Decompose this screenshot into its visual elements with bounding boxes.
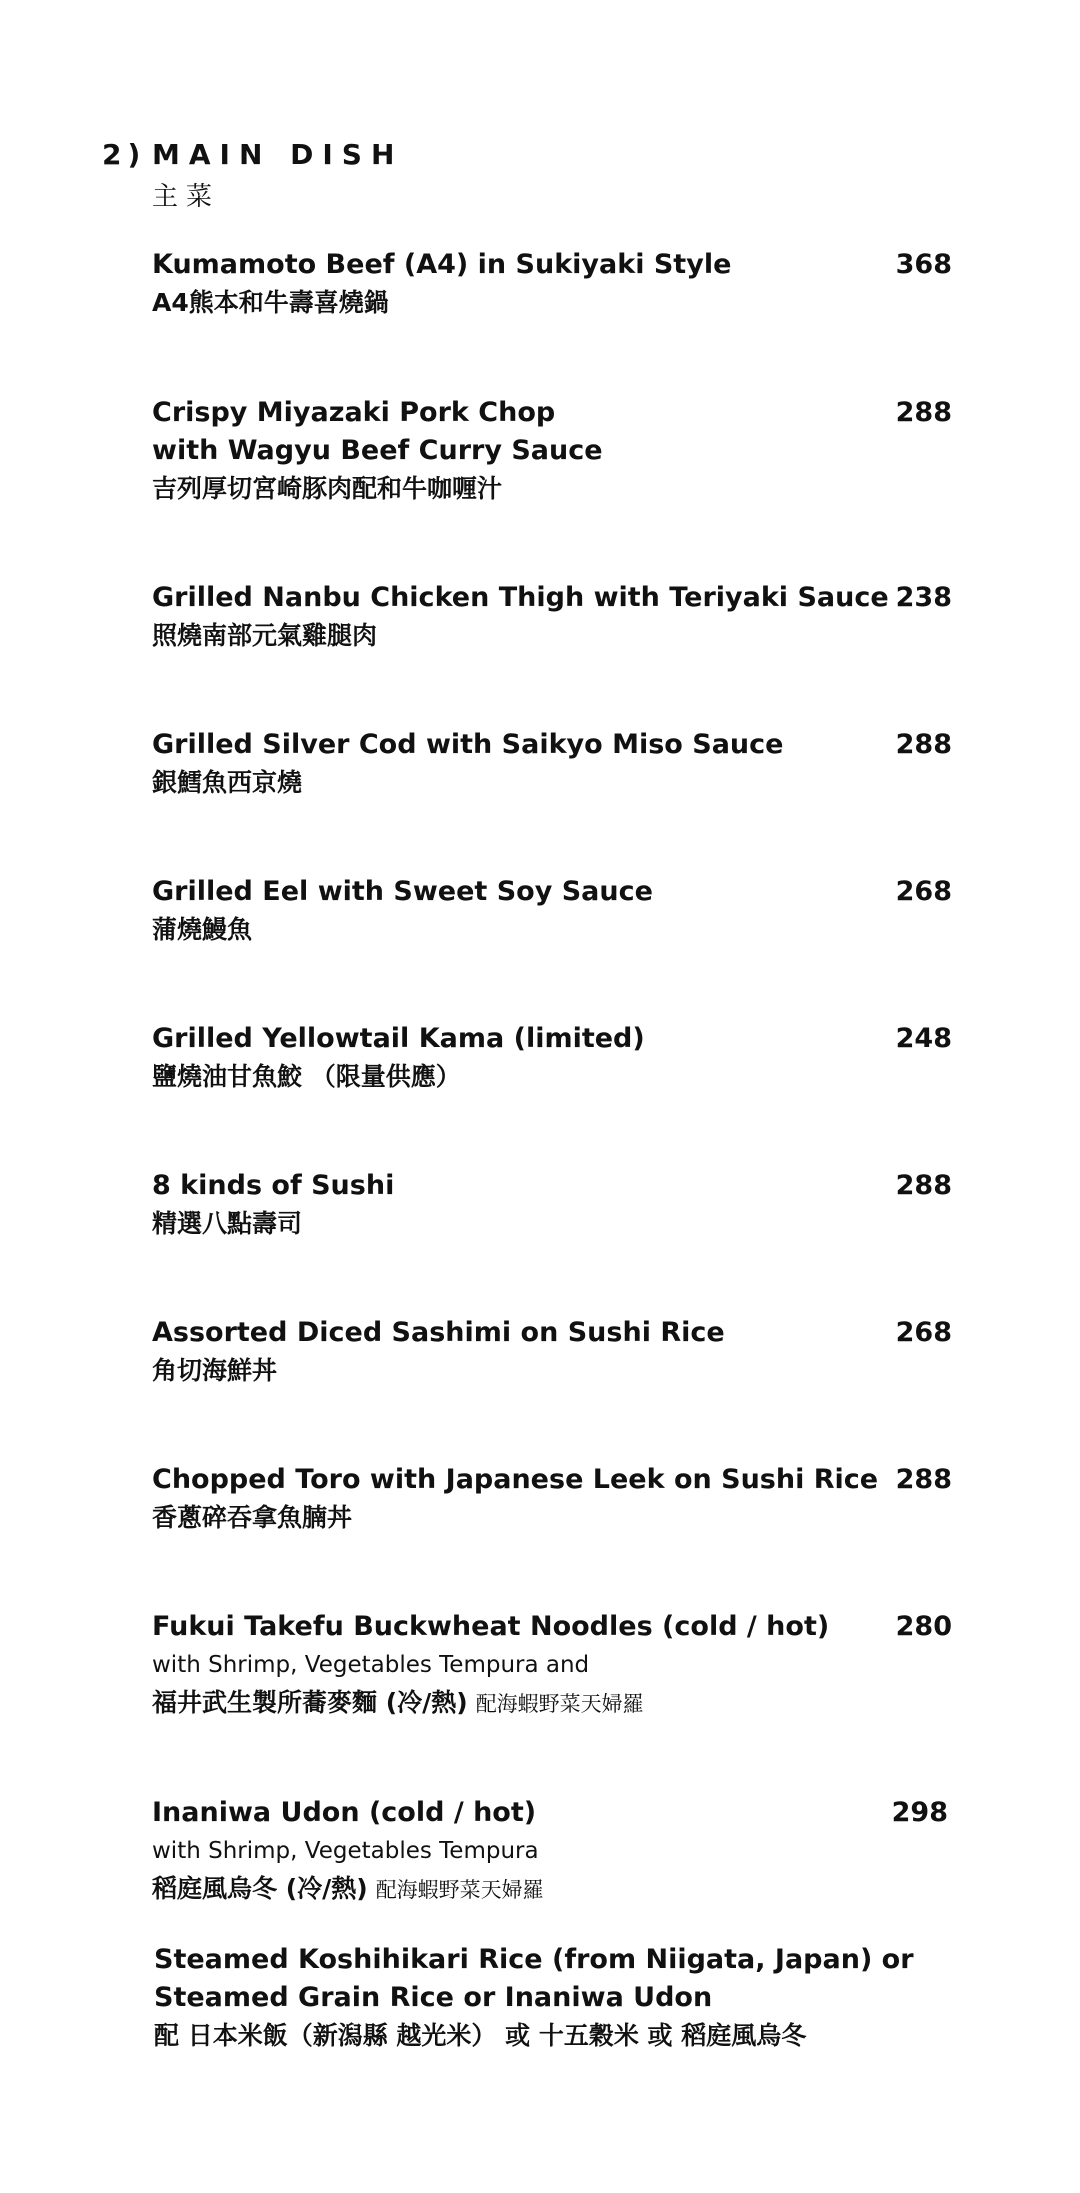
item-price: 298 [891, 1797, 948, 1828]
item-price: 280 [895, 1611, 952, 1642]
menu-item-yellowtail-kama [152, 1020, 952, 1096]
menu-item-pork-chop [152, 394, 952, 508]
menu-item-inaniwa-udon [152, 1794, 952, 1909]
item-name: Fukui Takefu Buckwheat Noodles (cold / hot) [152, 1611, 830, 1642]
item-name: Grilled Silver Cod with Saikyo Miso Sauce [152, 729, 784, 760]
item-name: 8 kinds of Sushi [152, 1170, 395, 1201]
item-chinese-name: 精選八點壽司 [152, 1209, 303, 1238]
item-chinese-note: 配海蝦野菜天婦羅 [375, 1878, 544, 1902]
item-name: Inaniwa Udon (cold / hot) [152, 1797, 537, 1828]
item-price: 248 [895, 1023, 952, 1054]
item-price: 268 [895, 876, 952, 907]
item-chinese-name: 蒲燒鰻魚 [152, 915, 253, 944]
item-price: 288 [895, 397, 952, 428]
section-subtitle: 主菜 [152, 182, 221, 212]
menu-item-silver-cod [152, 726, 952, 802]
item-chinese-main: 福井武生製所蕎麥麵 (冷/熱) [152, 1688, 468, 1717]
item-chinese-main: 稻庭風烏冬 (冷/熱) [152, 1874, 368, 1903]
item-name: Assorted Diced Sashimi on Sushi Rice [152, 1317, 725, 1348]
item-price: 288 [895, 1170, 952, 1201]
item-name: Chopped Toro with Japanese Leek on Sushi Rice [152, 1464, 879, 1495]
item-name: Grilled Nanbu Chicken Thigh with Teriyaki Sauce [152, 582, 889, 613]
item-detail: with Shrimp, Vegetables Tempura [152, 1838, 539, 1864]
item-price: 238 [895, 582, 952, 613]
menu-item-sashimi-rice [152, 1314, 952, 1390]
item-chinese-name: 鹽燒油甘魚鮫 （限量供應） [152, 1062, 461, 1091]
item-name-line2: with Wagyu Beef Curry Sauce [152, 435, 603, 466]
item-chinese-name: 吉列厚切宮崎豚肉配和牛咖喱汁 [152, 474, 503, 503]
item-chinese-name: 照燒南部元氣雞腿肉 [152, 621, 378, 650]
item-chinese-name [152, 1870, 952, 1909]
menu-item-sushi [152, 1167, 952, 1243]
item-chinese-name: 角切海鮮丼 [152, 1356, 278, 1385]
menu-item-buckwheat-noodles [152, 1608, 952, 1723]
item-name: Grilled Eel with Sweet Soy Sauce [152, 876, 653, 907]
item-chinese-name: A4熊本和牛壽喜燒鍋 [152, 288, 389, 317]
item-price: 288 [895, 729, 952, 760]
item-price: 268 [895, 1317, 952, 1348]
item-name: Grilled Yellowtail Kama (limited) [152, 1023, 645, 1054]
section-number: 2) [102, 138, 147, 171]
item-price: 368 [895, 249, 952, 280]
item-detail: with Shrimp, Vegetables Tempura and [152, 1652, 590, 1678]
item-chinese-name [152, 1684, 952, 1723]
side-option-line1: Steamed Koshihikari Rice (from Niigata, Japan) or [154, 1944, 914, 1975]
item-chinese-note: 配海蝦野菜天婦羅 [475, 1692, 644, 1716]
menu-item-kumamoto-beef [152, 246, 952, 322]
item-name: Kumamoto Beef (A4) in Sukiyaki Style [152, 249, 732, 280]
side-option-note [154, 1941, 954, 2055]
menu-item-nanbu-chicken [152, 579, 952, 655]
menu-item-toro-rice [152, 1461, 952, 1537]
item-name: Crispy Miyazaki Pork Chop [152, 397, 556, 428]
section-title: MAIN DISH [152, 138, 404, 171]
item-chinese-name: 香蔥碎吞拿魚腩丼 [152, 1503, 353, 1532]
menu-item-eel [152, 873, 952, 949]
item-price: 288 [895, 1464, 952, 1495]
side-option-chinese: 配 日本米飯（新潟縣 越光米） 或 十五穀米 或 稻庭風烏冬 [154, 2021, 807, 2050]
side-option-line2: Steamed Grain Rice or Inaniwa Udon [154, 1982, 713, 2013]
item-chinese-name: 銀鱈魚西京燒 [152, 768, 303, 797]
